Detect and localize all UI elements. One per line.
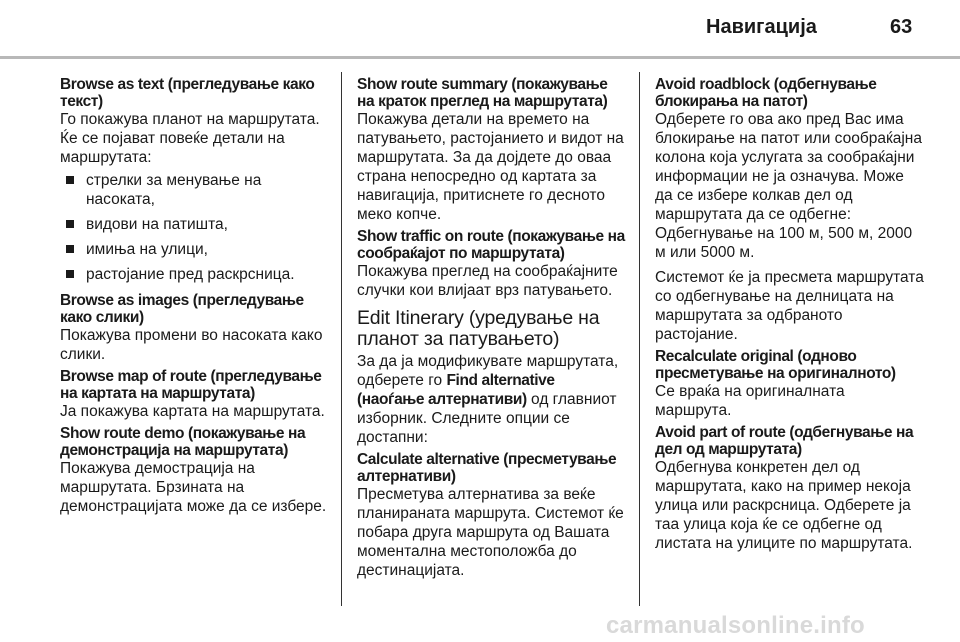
- edit-body-text: За да ја модификувате маршрутата, одберете го: [357, 353, 619, 389]
- watermark: carmanualsonline.info: [606, 612, 865, 639]
- section-body-avoid-roadblock-2: Системот ќе ја пресмета маршрутата со одбегнување на делницата на маршрутата за одбраното растојание.: [655, 269, 924, 343]
- heading-edit-itinerary: Edit Itinerary (уредување на планот за патувањето): [357, 307, 600, 350]
- page-title: Навигација: [706, 16, 817, 38]
- page-number: 63: [890, 16, 913, 38]
- section-body-edit-itinerary: [357, 352, 625, 447]
- list-item: стрелки за менување на насоката,: [60, 171, 328, 209]
- column-left: [60, 76, 328, 520]
- header-divider: [0, 56, 960, 59]
- list-item: растојание пред раскрсница.: [60, 265, 328, 284]
- list-item: имиња на улици,: [60, 240, 328, 259]
- section-body-route-demo: Покажува демострација на маршрутата. Брзината на демонстрацијата може да се избере.: [60, 460, 327, 515]
- column-middle: [357, 76, 625, 584]
- section-body-avoid-part: Одбегнува конкретен дел од маршрутата, како на пример некоја улица или раскрсница. Одберете ја таа улица која ќе се одбегне од листата на улиците по маршрутата.: [655, 459, 913, 552]
- section-title-traffic: Show traffic on route (покажување на сообраќајот по маршрутата): [357, 228, 625, 262]
- section-body-browse-text: Го покажува планот на маршрутата. Ќе се појават повеќе детали на маршрутата:: [60, 111, 320, 166]
- section-title-route-summary: Show route summary (покажување на краток преглед на маршрутата): [357, 76, 608, 110]
- section-title-avoid-roadblock: Avoid roadblock (одбегнување блокирања на патот): [655, 76, 877, 110]
- section-title-avoid-part: Avoid part of route (одбегнување на дел од маршрутата): [655, 424, 914, 458]
- section-body-browse-map: Ја покажува картата на маршрутата.: [60, 403, 325, 420]
- bullet-list: [60, 171, 328, 284]
- section-title-route-demo: Show route demo (покажување на демонстрација на маршрутата): [60, 425, 306, 459]
- section-body-avoid-roadblock: Одберете го ова ако пред Вас има блокирање на патот или сообраќајна колона која услугата за сообраќајни информации не ја означува. Може да се избере колкав дел од маршрутата да се одбегне: Одбегнување на 100 м, 500 м, 2000 м или 5000 м.: [655, 111, 922, 261]
- section-body-recalculate: Се враќа на оригиналната маршрута.: [655, 383, 845, 419]
- column-divider-right: [639, 72, 640, 606]
- section-title-browse-map: Browse map of route (прегледување на картата на маршрутата): [60, 368, 322, 402]
- section-title-calculate-alternative: Calculate alternative (пресметување алтернативи): [357, 451, 617, 485]
- section-body-browse-images: Покажува промени во насоката како слики.: [60, 327, 323, 363]
- column-divider-left: [341, 72, 342, 606]
- section-body-calculate-alternative: Пресметува алтернатива за веќе планираната маршрута. Системот ќе побара друга маршрута од Вашата моментална местоположба до дестинацијата.: [357, 486, 624, 579]
- section-title-browse-text: Browse as text (прегледување како текст): [60, 76, 315, 110]
- section-title-recalculate: Recalculate original (одново пресметување на оригиналното): [655, 348, 896, 382]
- edit-body-text-end: од главниот изборник. Следните опции се достапни:: [357, 391, 617, 446]
- list-item: видови на патишта,: [60, 215, 328, 234]
- section-body-route-summary: Покажува детали на времето на патувањето, растојанието и видот на маршрутата. За да дојдете до оваа страна непосредно од картата за навигација, притиснете го десното меко копче.: [357, 111, 624, 223]
- section-title-browse-images: Browse as images (прегледување како слики): [60, 292, 304, 326]
- section-body-traffic: Покажува преглед на сообраќајните случки кои влијаат врз патувањето.: [357, 263, 618, 299]
- column-right: [655, 76, 925, 557]
- find-alternative-label: Find alternative (наоѓање алтернативи): [357, 372, 555, 408]
